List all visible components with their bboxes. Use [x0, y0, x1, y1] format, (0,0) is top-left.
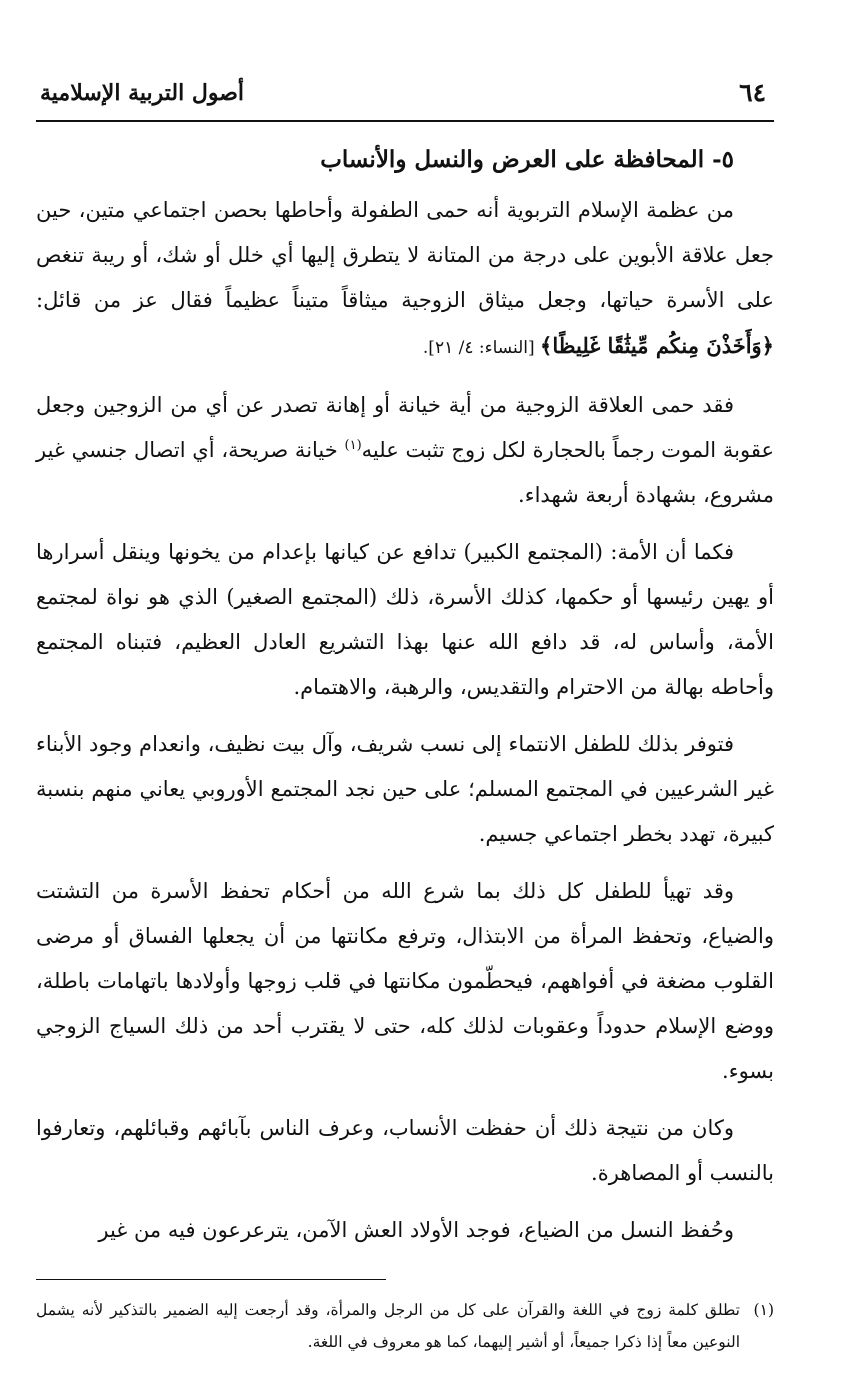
page-content: [36, 142, 774, 1358]
paragraph-3: فكما أن الأمة: (المجتمع الكبير) تدافع عن كيانها بإعدام من يخونها وينقل أسرارها أو يهين رئيسها أو حكمها، كذلك الأسرة، ذلك (المجتمع الصغير) الذي هو نواة لمجتمع الأمة، وأساس له، قد دافع الله عنها بهذا التشريع العادل العظيم، فتبناه المجتمع وأحاطه بهالة من الاحترام والتقديس، والرهبة، والاهتمام.: [36, 539, 774, 699]
section-heading: ٥- المحافظة على العرض والنسل والأنساب: [320, 146, 734, 173]
header-rule: [36, 120, 774, 122]
footnote-text: تطلق كلمة زوج في اللغة والقرآن على كل من الرجل والمرأة، وقد أرجعت إليه الضمير بالتذكير لأنه يشمل النوعين معاً إذا ذكرا جميعاً، أو أشير إليهما، كما هو معروف في اللغة.: [36, 1300, 740, 1351]
book-page: [36, 60, 774, 1358]
quran-quote: ﴿وَأَخَذْنَ مِنكُم مِّيثَٰقًا غَلِيظًا﴾: [540, 332, 774, 358]
quran-reference: [النساء: ٤/ ٢١].: [422, 337, 541, 358]
paragraph-1-text: من عظمة الإسلام التربوية أنه حمى الطفولة وأحاطها بحصن اجتماعي متين، حين جعل علاقة الأبوين على درجة من المتانة لا يتطرق إليها أي خلل أو شك، أو ريبة تنغص على الأسرة حياتها، وجعل ميثاق الزوجية ميثاقاً متيناً عظيماً فقال عز من قائل:: [36, 197, 774, 312]
page-number: ٦٤: [739, 78, 766, 107]
paragraph-5: وقد تهيأ للطفل كل ذلك بما شرع الله من أحكام تحفظ الأسرة من التشتت والضياع، وتحفظ المرأة من الابتذال، وترفع مكانتها من أن يجعلها الفساق أو مرضى القلوب مضغة في أفواههم، فيحطّمون مكانتها في قلب زوجها وأولادها باتهامات باطلة، ووضع الإسلام حدوداً وعقوبات لذلك كله، حتى لا يقترب أحد من ذلك السياج الزوجي بسوء.: [36, 878, 774, 1083]
paragraph-2-text-b: خيانة صريحة، أي اتصال جنسي غير مشروع، بشهادة أربعة شهداء.: [36, 437, 774, 507]
paragraph-1: [36, 188, 774, 371]
paragraph-4: فتوفر بذلك للطفل الانتماء إلى نسب شريف، وآل بيت نظيف، وانعدام وجود الأبناء غير الشرعيين في المجتمع المسلم؛ على حين نجد المجتمع الأوروبي يعاني منهم بنسبة كبيرة، تهدد بخطر اجتماعي جسيم.: [36, 731, 774, 846]
paragraph-2: [36, 383, 774, 518]
footnote-marker: (١): [753, 1300, 774, 1319]
paragraph-2-text-a: فقد حمى العلاقة الزوجية من أية خيانة أو إهانة تصدر عن أي من الزوجين وجعل عقوبة الموت رجماً بالحجارة لكل زوج تثبت عليه: [36, 392, 774, 462]
running-title: أصول التربية الإسلامية: [40, 80, 245, 106]
page-header: [36, 60, 774, 118]
footnote-reference: (١): [344, 437, 362, 453]
footnote: [36, 1294, 774, 1358]
footnote-rule: [36, 1279, 386, 1280]
paragraph-7: وحُفظ النسل من الضياع، فوجد الأولاد العش الآمن، يترعرعون فيه من غير: [98, 1217, 734, 1242]
paragraph-6: وكان من نتيجة ذلك أن حفظت الأنساب، وعرف الناس بآبائهم وقبائلهم، وتعارفوا بالنسب أو المصاهرة.: [36, 1115, 774, 1185]
